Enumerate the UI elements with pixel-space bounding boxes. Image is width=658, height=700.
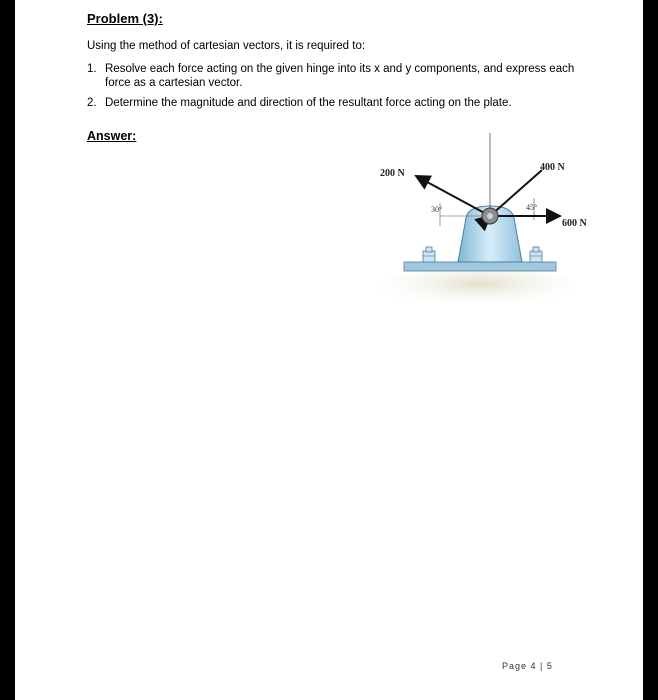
- hinge-force-diagram: [354, 128, 604, 303]
- bolt-right-icon: [530, 247, 542, 262]
- bolt-left-icon: [423, 247, 435, 262]
- document-page: [15, 0, 643, 700]
- problem-intro: Using the method of cartesian vectors, it is required to:: [87, 40, 366, 52]
- list-item-text: Determine the magnitude and direction of the resultant force acting on the plate.: [105, 97, 512, 109]
- ground-shadow: [379, 266, 579, 303]
- force-arrow-200n: [416, 176, 490, 216]
- force-label-600n: 600 N: [562, 218, 587, 229]
- hinge-pin-center: [487, 213, 493, 219]
- force-label-200n: 200 N: [380, 168, 405, 179]
- base-plate: [404, 262, 556, 271]
- list-item-number: 1.: [87, 63, 97, 75]
- angle-label-45: 45°: [526, 203, 538, 212]
- force-label-400n: 400 N: [540, 162, 565, 173]
- answer-label: Answer:: [87, 129, 137, 143]
- list-item-number: 2.: [87, 97, 97, 109]
- list-item: [87, 96, 585, 110]
- list-item-text: Resolve each force acting on the given hinge into its x and y components, and express each force as a cartesian vector.: [105, 63, 575, 89]
- problem-title: Problem (3):: [87, 11, 163, 26]
- angle-label-30: 30°: [431, 205, 443, 214]
- list-item: [87, 62, 585, 90]
- page-number: Page 4 | 5: [502, 661, 553, 671]
